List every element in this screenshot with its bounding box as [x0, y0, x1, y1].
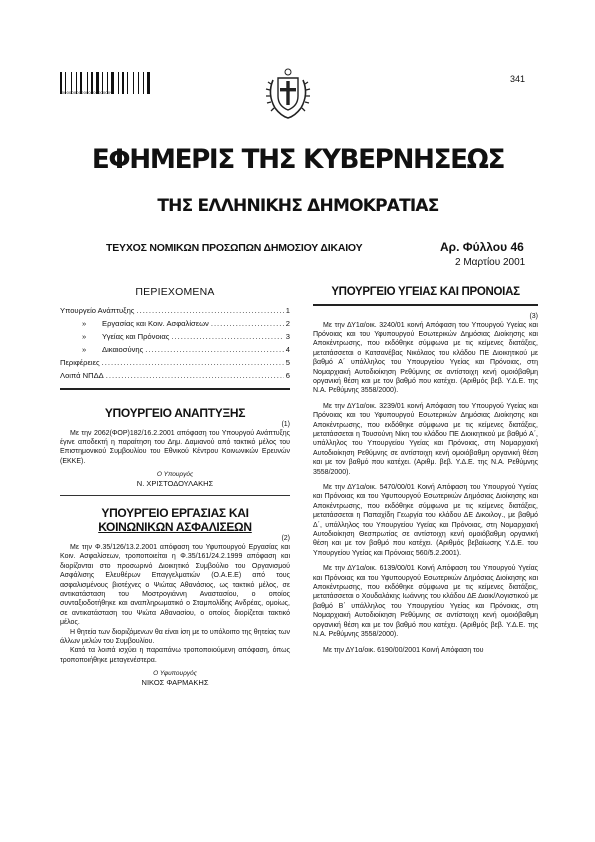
barcode-label: *00000000000000000000* [60, 90, 113, 95]
divider [60, 388, 290, 390]
toc-item-page: 2 [285, 319, 290, 328]
health-paragraph: Με την ΔΥ1α/οικ. 3239/01 κοινή Απόφαση του Υπουργού Υγείας και Πρόνοιας και του Υφυπουργού Εσωτερικών Δημόσιας Διοίκησης και Αποκέντρωσης, που εκδόθηκε σύμφωνα με τις κείμενες διατάξεις, μετατάσσεται η Τουσούνη Νίκη του κλάδου ΠΕ Διοικητικού με βαθμό Α΄, υπάλληλος του Υπουργείου Υγείας και Πρόνοιας, στη Νομαρχιακή Αυτοδιοίκηση Ρεθύμνης σε αντίστοιχη κενή ομοιόβαθμη οργανική θέση και με τον βαθμό που κατέχει. (Αριθμ. βεβ. Υ.Δ.Ε. της Ν.Α. Ρεθύμνης 3558/2000). [313, 402, 538, 476]
development-text: Με την 2062(ΦΟΡ)182/16.2.2001 απόφαση του Υπουργού Ανάπτυξης έγινε αποδεκτή η παραίτηση του Δημ. Δαμιανού από τακτικό μέλος του Επιστημονικού Συμβουλίου του Εθνικού Κέντρου Κοινωνικών Ερευνών (ΕΚΚΕ). [60, 429, 290, 465]
toc-item [60, 330, 290, 343]
toc-arrow: » [82, 332, 87, 341]
divider [60, 495, 290, 496]
signature-role: Ο Υφυπουργός [153, 670, 197, 678]
toc-item-page: 1 [285, 306, 290, 315]
labour-text: Η θητεία των διοριζόμενων θα είναι ίση με το υπόλοιπο της θητείας των άλλων μελών του Συμβουλίου. [60, 628, 290, 645]
development-heading: ΥΠΟΥΡΓΕΙΟ ΑΝΑΠΤΥΞΗΣ [104, 405, 246, 420]
labour-text: Κατά τα λοιπά ισχύει η παραπάνω τροποποιούμενη απόφαση, όπως τροποποιήθηκε μεταγενέστερα. [60, 647, 290, 664]
toc-item [60, 304, 290, 317]
toc-item [60, 369, 290, 382]
toc-item-page: 4 [285, 345, 290, 354]
toc-item-label: Δικαιοσύνης [102, 345, 144, 354]
toc-item-label: Υγείας και Πρόνοιας [102, 332, 170, 341]
labour-heading-line1: ΥΠΟΥΡΓΕΙΟ ΕΡΓΑΣΙΑΣ ΚΑΙ [101, 505, 249, 520]
gazette-subtitle: ΤΗΣ ΕΛΛΗΝΙΚΗΣ ΔΗΜΟΚΡΑΤΙΑΣ [157, 196, 439, 216]
toc-item-page: 5 [285, 358, 290, 367]
page-number: 341 [510, 74, 526, 84]
toc-leader-dots [102, 356, 284, 369]
toc-item-label: Λοιπά ΝΠΔΔ [60, 371, 104, 380]
health-paragraph: Με την ΔΥ1α/οικ. 6139/00/01 Κοινή Απόφαση του Υπουργού Υγείας και Πρόνοιας και του Υφυπουργού Εσωτερικών Δημόσιας Διοίκησης και Αποκέντρωσης, που εκδόθηκε σύμφωνα με τις κείμενες διατάξεις, μετατάσσεται ο Χουδαλάκης Ιωάννης του κλάδου ΔΕ Διοικ/Λογιστικού με βαθμό Β΄ υπάλληλος του Υπουργείου Υγείας και Πρόνοιας, στη Νομαρχιακή Αυτοδιοίκηση Ρεθύμνης σε αντίστοιχη κενή ομοιόβαθμη οργανική θέση και με τον βαθμό που κατέχει. (Αριθμός βεβ. Υ.Δ.Ε. της Ν.Α. Ρεθύμνης 3558/2000). [313, 565, 538, 639]
toc-item [60, 317, 290, 330]
decision-number: (3) [529, 312, 538, 320]
right-column [313, 286, 538, 655]
decision-number: (1) [281, 420, 290, 428]
toc-item [60, 343, 290, 356]
issue-series: ΤΕΥΧΟΣ ΝΟΜΙΚΩΝ ΠΡΟΣΩΠΩΝ ΔΗΜΟΣΙΟΥ ΔΙΚΑΙΟΥ [106, 242, 363, 254]
toc-item-label: Περιφέρειες [60, 358, 100, 367]
toc-leader-dots [106, 369, 284, 382]
toc-item-page: 3 [285, 332, 290, 341]
toc-leader-dots [211, 317, 284, 330]
table-of-contents [60, 304, 290, 382]
health-paragraph: Με την ΔΥ1α/οικ. 6190/00/2001 Κοινή Απόφαση του [323, 646, 484, 654]
toc-item [60, 356, 290, 369]
left-column [60, 286, 290, 688]
signature-role: Ο Υπουργός [156, 471, 194, 479]
toc-item-label: Εργασίας και Κοιν. Ασφαλίσεων [102, 319, 209, 328]
toc-arrow: » [82, 345, 87, 354]
divider [313, 304, 538, 306]
toc-leader-dots [136, 304, 283, 317]
toc-item-label: Υπουργείο Ανάπτυξης [60, 306, 135, 315]
gazette-title: ΕΦΗΜΕΡΙΣ ΤΗΣ ΚΥΒΕΡΝΗΣΕΩΣ [91, 144, 505, 175]
signature-name: Ν. ΧΡΙΣΤΟΔΟΥΛΑΚΗΣ [136, 479, 214, 489]
signature-name: ΝΙΚΟΣ ΦΑΡΜΑΚΗΣ [141, 678, 209, 688]
toc-arrow: » [82, 319, 87, 328]
labour-heading-line2: ΚΟΙΝΩΝΙΚΩΝ ΑΣΦΑΛΙΣΕΩΝ [98, 519, 252, 534]
health-heading: ΥΠΟΥΡΓΕΙΟ ΥΓΕΙΑΣ ΚΑΙ ΠΡΟΝΟΙΑΣ [331, 286, 520, 298]
greek-coat-of-arms-icon [263, 66, 313, 120]
toc-leader-dots [145, 343, 283, 356]
health-paragraph: Με την ΔΥ1α/οικ. 5470/00/01 Κοινή Απόφαση του Υπουργού Υγείας και Πρόνοιας και του Υφυπουργού Εσωτερικών Δημόσιας Διοίκησης και Αποκέντρωσης, που εκδόθηκε σύμφωνα με τις κείμενες διατάξεις, μετατάσσεται η Παπαχίδη Γεωργία του κλάδου ΔΕ Δικοιλογ., με βαθμό Δ΄, υπάλληλος του Υπουργείου Υγείας και Πρόνοιας, στη Νομαρχιακή Αυτοδιοίκηση Θεσπρωτίας σε αντίστοιχη κενή ομοιόβαθμη οργανική θέση και με τον βαθμό που κατέχει. (Αριθμός βεβαίωσης Υ.Δ.Ε. του Υπουργείου Υγείας και Πρόνοιας 560/5.2.2001). [313, 484, 538, 557]
toc-heading: ΠΕΡΙΕΧΟΜΕΝΑ [135, 286, 215, 298]
toc-leader-dots [171, 330, 283, 343]
issue-date: 2 Μαρτίου 2001 [455, 257, 526, 268]
toc-item-page: 6 [285, 371, 290, 380]
decision-number: (2) [281, 534, 290, 542]
issue-number: Αρ. Φύλλου 46 [440, 240, 524, 254]
labour-text: Με την Φ.35/126/13.2.2001 απόφαση του Υφυπουργού Εργασίας και Κοιν. Ασφαλίσεων, τροποποιείται η Φ.35/161/24.2.1999 απόφαση και διορίζονται στο προσωρινό Διοικητικό Συμβούλιο του Οργανισμού Ασφάλισης Ελευθέρων Επαγγελματιών (Ο.Α.Ε.Ε) από τους ασφαλισμένους βιοτέχνες ο Ψιώτας Αθανάσιος, ως τακτικό μέλος, σε αντικατάσταση του Μοστρογιάννη Αναστασίου, ο οποίος συνταξιοδοτήθηκε και αναπληρωματικό ο Σταμπολίδης Ανδρέας, ομοίως, σε αντικατάσταση του Ψιώτα Αθανασίου, ο οποίος διορίζεται τακτικό μέλος. [60, 543, 290, 627]
health-paragraph: Με την ΔΥ1α/οικ. 3240/01 κοινή Απόφαση του Υπουργού Υγείας και Πρόνοιας και του Υφυπουργού Εσωτερικών Δημόσιας Διοίκησης και Αποκέντρωσης, που εκδόθηκε σύμφωνα με τις κείμενες διατάξεις, μετατάσσεται ο Κατσανέβας Νικόλαος του κλάδου ΠΕ Διοικητικού με βαθμό Α΄ υπάλληλος του Υπουργείου Υγείας και Πρόνοιας, στη Νομαρχιακή Αυτοδιοίκηση Ρεθύμνης σε αντίστοιχη κενή ομοιόβαθμη οργανική θέση και με τον βαθμό που κατέχει. (Αριθμός βεβ. Υ.Δ.Ε. της Ν.Α. Ρεθύμνης 3558/2000). [313, 321, 538, 395]
